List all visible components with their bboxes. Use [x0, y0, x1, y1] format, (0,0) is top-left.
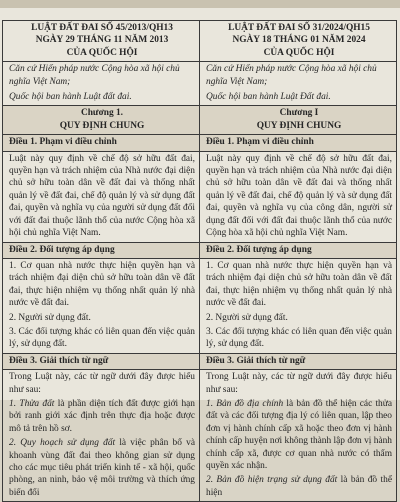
page-top-edge	[0, 0, 400, 8]
left-chapter-heading	[3, 106, 200, 135]
left-article-1-title: Điều 1. Phạm vi điều chỉnh	[3, 135, 200, 151]
right-definition-2: là bản đồ thể hiện	[206, 475, 392, 498]
right-article-2-title: Điều 2. Đối tượng áp dụng	[200, 242, 397, 258]
right-chapter-name: QUY ĐỊNH CHUNG	[256, 120, 342, 131]
left-article-2-clause-3: 3. Các đối tượng khác có liên quan đến việc quản lý, sử dụng đất.	[9, 326, 195, 350]
left-article-3-intro: Trong Luật này, các từ ngữ dưới đây được hiểu như sau:	[9, 372, 195, 395]
right-law-org: CỦA QUỐC HỘI	[263, 47, 335, 58]
right-law-header	[200, 21, 397, 62]
left-article-3-item-1	[9, 398, 195, 435]
left-preamble	[3, 62, 200, 106]
right-article-2-clause-3: 3. Các đối tượng khác có liên quan đến việc quản lý, sử dụng đất.	[206, 326, 392, 350]
article-2-body-row	[3, 258, 397, 353]
right-chapter-number: Chương I	[279, 108, 319, 119]
right-chapter-heading	[200, 106, 397, 135]
left-article-2-clause-2: 2. Người sử dụng đất.	[9, 312, 91, 323]
right-preamble	[200, 62, 397, 106]
right-preamble-basis: Căn cứ Hiến pháp nước Cộng hòa xã hội chủ nghĩa Việt Nam;	[206, 64, 377, 87]
right-article-2-clause-1: 1. Cơ quan nhà nước thực hiện quyền hạn và trách nhiệm đại diện chủ sở hữu toàn dân về đất đai, thực hiện nhiệm vụ thống nhất quản lý nhà nước về đất đai.	[206, 260, 392, 309]
left-article-2-title: Điều 2. Đối tượng áp dụng	[3, 242, 200, 258]
left-definition-1: là phần diện tích đất được giới hạn bởi ranh giới xác định trên thực địa hoặc được mô tả trên hồ sơ.	[9, 398, 195, 434]
preamble-row	[3, 62, 397, 106]
right-preamble-enact: Quốc hội ban hành Luật Đất đai.	[206, 92, 331, 103]
header-row	[3, 21, 397, 62]
left-definition-2: là việc phân bổ và khoanh vùng đất đai theo không gian sử dụng cho các mục tiêu phát triển kinh tế - xã hội, quốc phòng, an ninh, bảo vệ môi trường và thích ứng biến đổi	[9, 438, 195, 498]
left-preamble-enact: Quốc hội ban hành Luật đất đai.	[9, 92, 132, 103]
left-article-1-text: Luật này quy định về chế độ sở hữu đất đai, quyền hạn và trách nhiệm của Nhà nước đại diện chủ sở hữu toàn dân về đất đai và thống nhất quản lý về đất đai, chế độ quản lý và sử dụng đất đai, quyền và nghĩa vụ của người sử dụng đất đối với đất đai thuộc lãnh thổ của nước Cộng hòa xã hội chủ nghĩa Việt Nam.	[9, 153, 195, 239]
right-article-3-item-1	[206, 398, 392, 472]
right-term-2: 2. Bản đồ hiện trạng sử dụng đất	[206, 475, 338, 486]
left-law-title: LUẬT ĐẤT ĐAI SỐ 45/2013/QH13	[31, 23, 173, 33]
article-1-body-row	[3, 151, 397, 242]
article-3-body-row	[3, 370, 397, 502]
left-law-date: NGÀY 29 THÁNG 11 NĂM 2013	[35, 35, 169, 46]
right-law-title: LUẬT ĐẤT ĐAI SỐ 31/2024/QH15	[228, 23, 370, 33]
left-term-1: 1. Thửa đất	[9, 398, 55, 409]
right-article-2-clause-2: 2. Người sử dụng đất.	[206, 312, 288, 323]
left-article-3-item-2	[9, 437, 195, 499]
article-3-title-row	[3, 353, 397, 369]
right-term-1: 1. Bản đồ địa chính	[206, 398, 284, 409]
article-1-title-row	[3, 135, 397, 151]
left-preamble-basis: Căn cứ Hiến pháp nước Cộng hòa xã hội chủ nghĩa Việt Nam;	[9, 64, 180, 87]
right-definition-1: là bản đồ thể hiện các thửa đất và các đối tượng địa lý có liên quan, lập theo đơn vị hành chính cấp xã hoặc theo đơn vị hành chính cấp huyện nơi không thành lập đơn vị hành chính cấp xã, được cơ quan nhà nước có thẩm quyền xác nhận.	[206, 398, 392, 471]
left-law-header	[3, 21, 200, 62]
chapter-row	[3, 106, 397, 135]
left-term-2: 2. Quy hoạch sử dụng đất	[9, 438, 116, 449]
right-article-1-title: Điều 1. Phạm vi điều chỉnh	[200, 135, 397, 151]
right-article-3-intro: Trong Luật này, các từ ngữ dưới đây được hiểu như sau:	[206, 372, 392, 395]
right-article-3-item-2	[206, 474, 392, 499]
left-article-2-clause-1: 1. Cơ quan nhà nước thực hiện quyền hạn và trách nhiệm đại diện chủ sở hữu toàn dân về đất đai, thực hiện nhiệm vụ thống nhất quản lý nhà nước về đất đai.	[9, 260, 195, 309]
left-law-org: CỦA QUỐC HỘI	[66, 47, 138, 58]
right-article-3-title: Điều 3. Giải thích từ ngữ	[200, 353, 397, 369]
right-law-date: NGÀY 18 THÁNG 01 NĂM 2024	[232, 35, 366, 46]
article-2-title-row	[3, 242, 397, 258]
left-article-3-title: Điều 3. Giải thích từ ngữ	[3, 353, 200, 369]
right-article-2-body	[200, 258, 397, 353]
right-article-1-text: Luật này quy định về chế độ sở hữu đất đai, quyền hạn và trách nhiệm của Nhà nước đại diện chủ sở hữu toàn dân về đất đai và thống nhất quản lý về đất đai, chế độ quản lý và sử dụng đất đai, quyền và nghĩa vụ của công dân, người sử dụng đất đối với đất đai thuộc lãnh thổ của nước Cộng hòa xã hội chủ nghĩa Việt Nam.	[206, 153, 392, 239]
left-article-3-body	[3, 370, 200, 502]
left-article-1-body	[3, 151, 200, 242]
left-article-2-body	[3, 258, 200, 353]
left-chapter-name: QUY ĐỊNH CHUNG	[59, 120, 145, 131]
law-comparison-table	[2, 20, 397, 502]
right-article-1-body	[200, 151, 397, 242]
right-article-3-body	[200, 370, 397, 502]
left-chapter-number: Chương 1.	[80, 108, 124, 119]
